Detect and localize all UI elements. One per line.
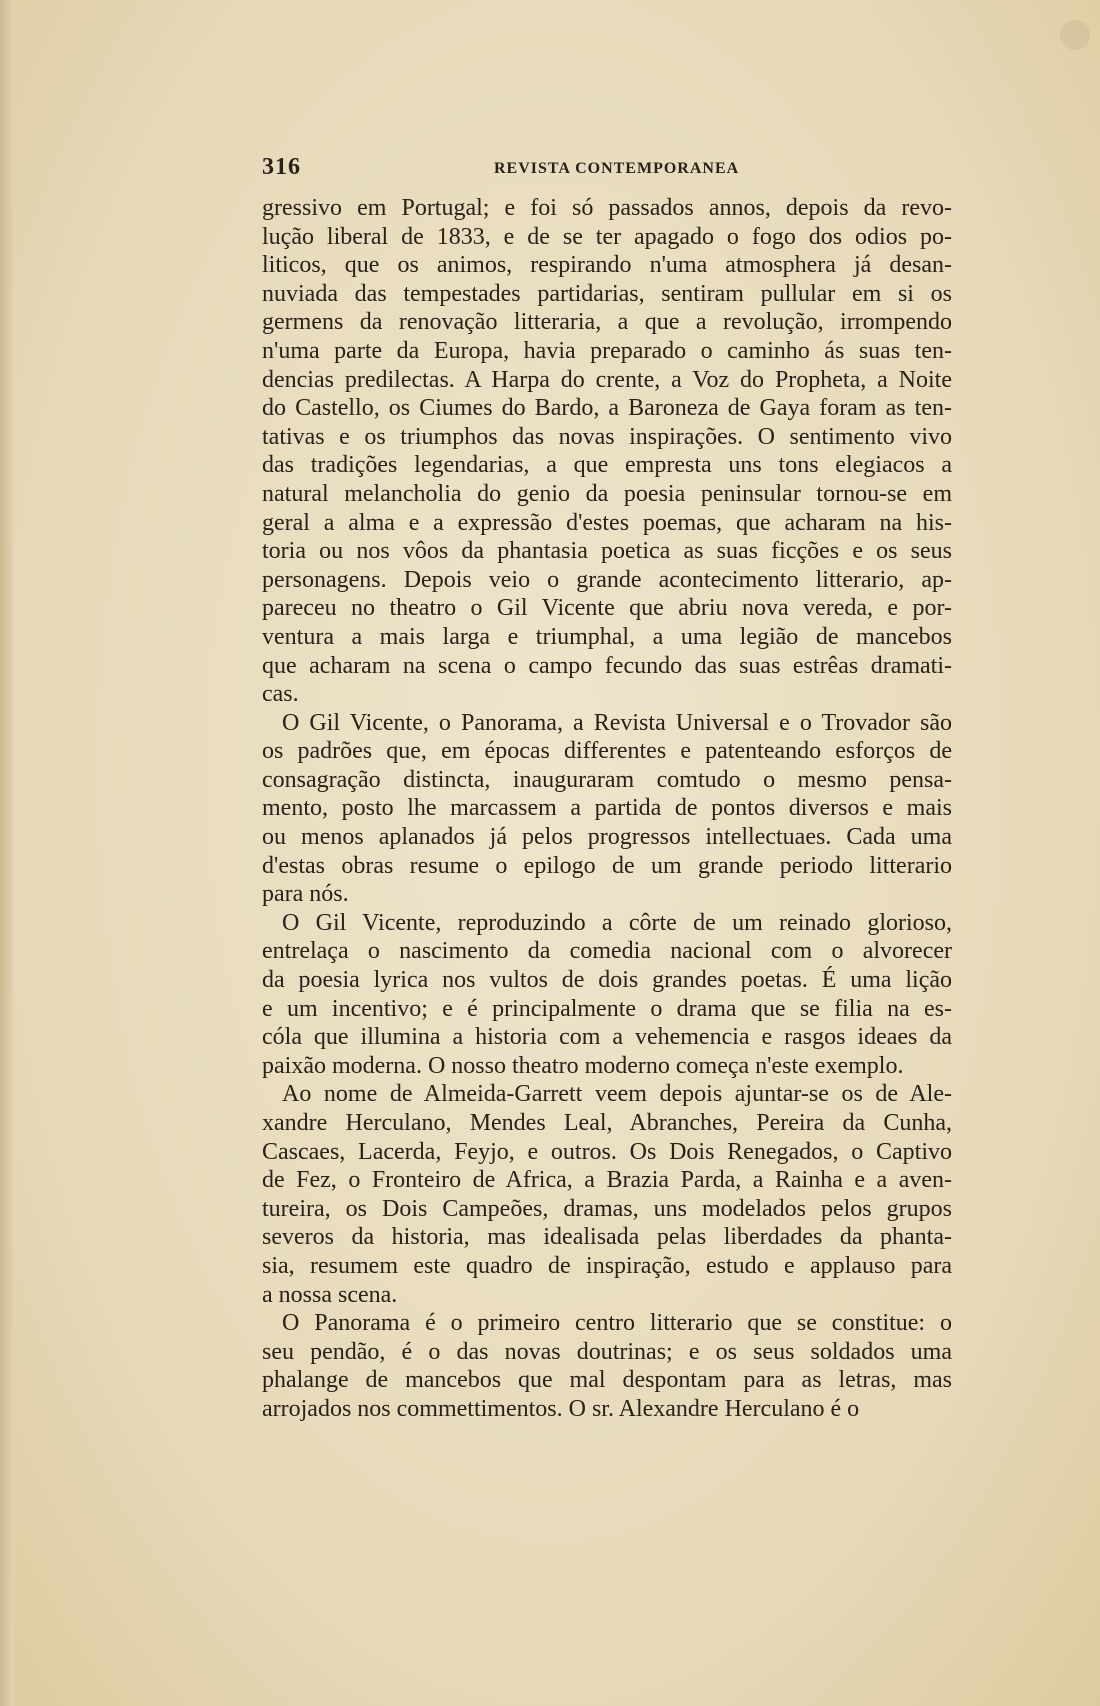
text-line: tativas e os triumphos das novas inspirações. O sentimento vivo xyxy=(262,423,952,450)
text-line: gressivo em Portugal; e foi só passados annos, depois da revo- xyxy=(262,195,952,221)
page-number: 316 xyxy=(262,154,301,180)
page-edge-shadow xyxy=(0,0,14,1706)
text-line: entrelaça o nascimento da comedia nacional com o alvorecer xyxy=(262,938,952,965)
paragraph xyxy=(262,1080,952,1309)
text-line: da poesia lyrica nos vultos de dois grandes poetas. É uma lição xyxy=(262,967,952,994)
running-title: REVISTA CONTEMPORANEA xyxy=(494,160,740,177)
text-line: a nossa scena. xyxy=(262,1281,398,1308)
text-line: phalange de mancebos que mal despontam para as letras, mas xyxy=(262,1367,952,1394)
text-line: liticos, que os animos, respirando n'uma atmosphera já desan- xyxy=(262,252,952,279)
text-line: dencias predilectas. A Harpa do crente, a Voz do Propheta, a Noite xyxy=(262,366,952,393)
text-line: nuviada das tempestades partidarias, sentiram pullular em si os xyxy=(262,280,952,307)
text-line: natural melancholia do genio da poesia peninsular tornou-se em xyxy=(262,480,952,507)
text-line: tureira, os Dois Campeões, dramas, uns modelados pelos grupos xyxy=(262,1195,952,1222)
text-line: consagração distincta, inauguraram comtudo o mesmo pensa- xyxy=(262,766,952,793)
text-line: paixão moderna. O nosso theatro moderno começa n'este exemplo. xyxy=(262,1052,904,1079)
paragraph xyxy=(262,709,952,909)
text-line: cas. xyxy=(262,681,299,708)
text-line: os padrões que, em épocas differentes e patenteando esforços de xyxy=(262,738,952,765)
text-line: O Gil Vicente, reproduzindo a côrte de um reinado glorioso, xyxy=(282,909,952,936)
text-line: lução liberal de 1833, e de se ter apagado o fogo dos odios po- xyxy=(262,223,952,250)
text-line: Cascaes, Lacerda, Feyjo, e outros. Os Dois Renegados, o Captivo xyxy=(262,1138,952,1165)
text-line: toria ou nos vôos da phantasia poetica as suas ficções e os seus xyxy=(262,538,952,565)
text-line: seu pendão, é o das novas doutrinas; e os seus soldados uma xyxy=(262,1338,952,1365)
text-line: O Panorama é o primeiro centro litterario que se constitue: o xyxy=(282,1310,952,1337)
paragraph xyxy=(262,1309,952,1423)
text-line: arrojados nos commettimentos. O sr. Alexandre Herculano é o xyxy=(262,1395,860,1422)
text-line: xandre Herculano, Mendes Leal, Abranches, Pereira da Cunha, xyxy=(262,1110,952,1136)
paragraph xyxy=(262,194,952,709)
paragraph xyxy=(262,909,952,1081)
text-line: germens da renovação litteraria, a que a revolução, irrompendo xyxy=(262,309,952,336)
text-line: sia, resumem este quadro de inspiração, estudo e applauso para xyxy=(262,1252,952,1279)
text-line: O Gil Vicente, o Panorama, a Revista Universal e o Trovador são xyxy=(282,709,952,736)
text-line: mento, posto lhe marcassem a partida de pontos diversos e mais xyxy=(262,795,952,822)
page-header xyxy=(262,154,952,184)
text-line: cóla que illumina a historia com a vehemencia e rasgos ideaes da xyxy=(262,1024,952,1051)
body-text xyxy=(262,194,952,1424)
paper-stain xyxy=(1060,20,1090,50)
text-line: das tradições legendarias, a que empresta uns tons elegiacos a xyxy=(262,452,952,479)
text-line: de Fez, o Fronteiro de Africa, a Brazia Parda, a Rainha e a aven- xyxy=(262,1167,952,1194)
text-line: pareceu no theatro o Gil Vicente que abriu nova vereda, e por- xyxy=(262,595,952,622)
text-line: personagens. Depois veio o grande acontecimento litterario, ap- xyxy=(262,566,952,593)
text-line: ventura a mais larga e triumphal, a uma legião de mancebos xyxy=(262,623,952,650)
text-line: do Castello, os Ciumes do Bardo, a Baroneza de Gaya foram as ten- xyxy=(262,395,952,422)
text-line: ou menos aplanados já pelos progressos intellectuaes. Cada uma xyxy=(262,824,952,851)
text-line: que acharam na scena o campo fecundo das suas estrêas dramati- xyxy=(262,652,952,679)
text-line: Ao nome de Almeida-Garrett veem depois ajuntar-se os de Ale- xyxy=(282,1081,952,1108)
text-line: para nós. xyxy=(262,881,349,908)
text-line: d'estas obras resume o epilogo de um grande periodo litterario xyxy=(262,852,952,879)
text-line: geral a alma e a expressão d'estes poemas, que acharam na his- xyxy=(262,509,952,536)
text-line: e um incentivo; e é principalmente o drama que se filia na es- xyxy=(262,995,952,1022)
text-line: severos da historia, mas idealisada pelas liberdades da phanta- xyxy=(262,1224,952,1251)
text-line: n'uma parte da Europa, havia preparado o caminho ás suas ten- xyxy=(262,337,952,364)
